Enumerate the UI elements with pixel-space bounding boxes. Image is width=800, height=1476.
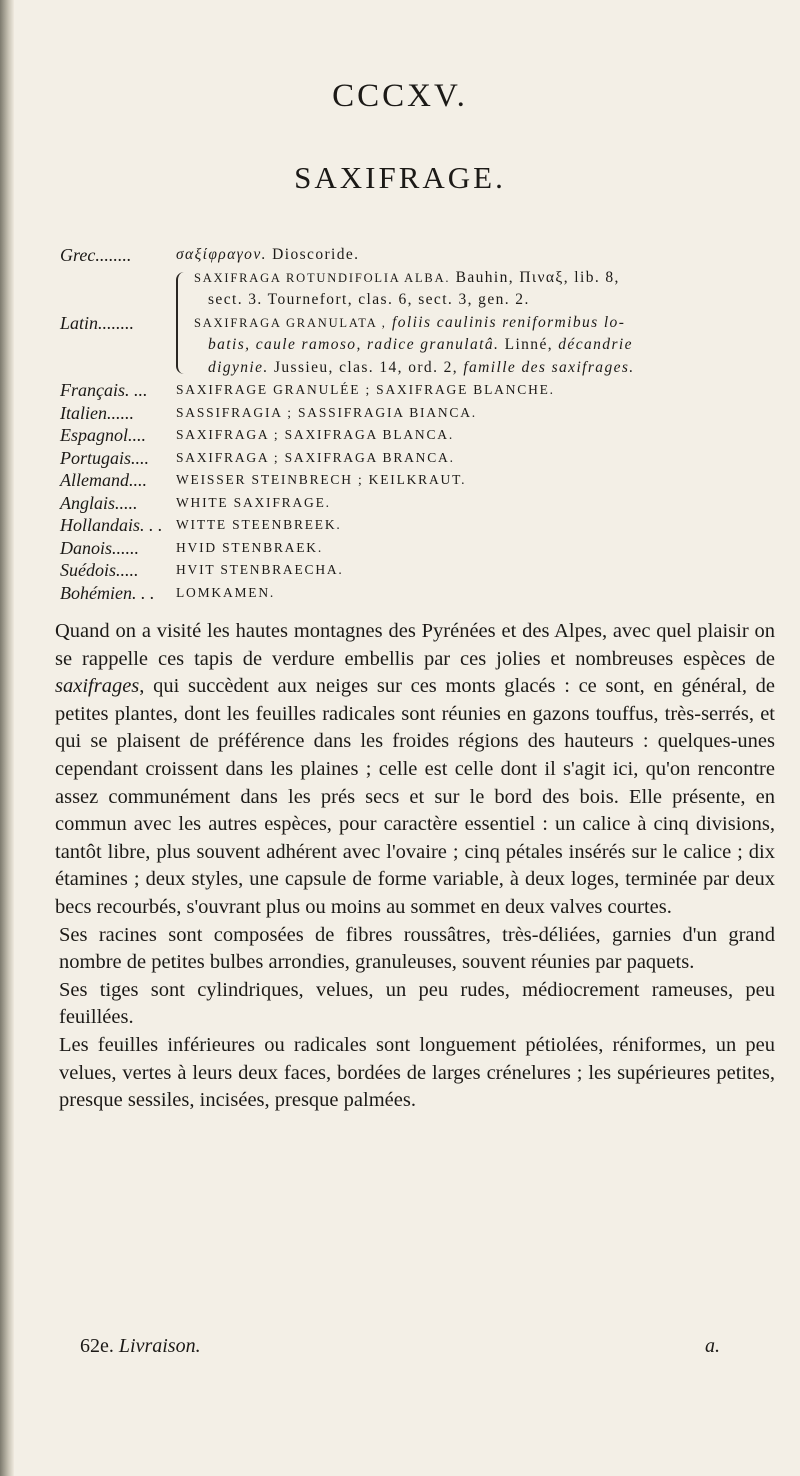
vernacular-name: SAXIFRAGA ; SAXIFRAGA BLANCA. [176, 427, 454, 442]
description-text [55, 618, 775, 1115]
latin-line-2: sect. 3. Tournefort, clas. 6, sect. 3, gen. 2. [208, 291, 530, 308]
latin-name: SAXIFRAGA GRANULATA , [194, 315, 387, 330]
description: foliis caulinis reniformibus lo- [386, 313, 626, 331]
vernacular-name: WITTE STEENBREEK. [176, 517, 342, 532]
language-label: Latin........ [60, 312, 135, 333]
latin-line-4 [194, 334, 635, 357]
paragraph-roots: Ses racines sont composées de fibres roussâtres, très-déliées, garnies d'un grand nombre de petites bulbes arrondies, granuleuses, souvent réunies par paquets. [59, 923, 775, 974]
name-row-latin [60, 267, 772, 380]
signature-mark: a. [705, 1335, 720, 1357]
chapter-number: CCCXV. [332, 78, 468, 114]
language-label: Italien...... [60, 402, 134, 423]
language-label: Allemand.... [60, 470, 147, 490]
issue-word: Livraison. [118, 1335, 201, 1357]
greek-name: σαξίφραγον. [176, 246, 267, 263]
language-label: Danois...... [60, 537, 140, 558]
other-language-names [60, 379, 772, 604]
vernacular-name: SASSIFRAGIA ; SASSIFRAGIA BIANCA. [176, 404, 477, 420]
latin-line-3 [194, 312, 635, 335]
language-label: Grec........ [60, 245, 132, 265]
name-row [60, 559, 772, 582]
text-span: Quand on a visité les hautes montagnes des Pyrénées et des Alpes, avec quel plaisir on se rappelle ces tapis de verdure embellis par ces jolies et nombreuses espèces de [55, 620, 775, 670]
language-label: Portugais.... [60, 447, 150, 468]
issue-number: 62e. [80, 1335, 114, 1357]
vernacular-name: LOMKAMEN. [176, 584, 276, 600]
name-row [60, 402, 772, 425]
brace-symbol [176, 272, 190, 375]
reference: Bauhin, Πιναξ, lib. 8, [450, 268, 620, 286]
language-label: Espagnol.... [60, 425, 147, 445]
page-footer [80, 1335, 720, 1358]
name-row [60, 514, 772, 537]
page-title: SAXIFRAGE. [294, 160, 506, 195]
name-value [176, 244, 359, 267]
issue-label [80, 1335, 201, 1358]
reference: Linné, [499, 336, 559, 353]
language-label: Bohémien. . . [60, 582, 155, 603]
latin-brace-group [176, 267, 635, 380]
vernacular-name: SAXIFRAGA ; SAXIFRAGA BRANCA. [176, 449, 455, 465]
reference: Dioscoride. [272, 246, 360, 263]
description: batis, caule ramoso, radice granulatâ. [208, 336, 500, 353]
vernacular-name: HVID STENBRAEK. [176, 539, 323, 555]
name-row [60, 379, 772, 402]
classification: décandrie [558, 336, 633, 353]
language-label: Suédois..... [60, 560, 139, 580]
language-label: Anglais..... [60, 492, 138, 513]
vernacular-name: SAXIFRAGE GRANULÉE ; SAXIFRAGE BLANCHE. [176, 382, 555, 397]
name-row [60, 537, 772, 560]
page-binding-edge [0, 0, 14, 1476]
paragraph-leaves: Les feuilles inférieures ou radicales sont longuement pétiolées, réniformes, un peu velues, vertes à leurs deux faces, bordées de larges crénelures ; les supérieures petites, presque sessiles, incisées, presque palmées. [59, 1033, 775, 1112]
name-row-grec [60, 244, 772, 267]
name-row [60, 424, 772, 447]
vernacular-names-list [60, 244, 772, 604]
family: famille des saxifrages. [463, 358, 635, 376]
name-row [60, 447, 772, 470]
paragraph-intro [55, 618, 775, 922]
latin-line-1 [194, 267, 635, 290]
emphasis: saxifrages [55, 675, 140, 698]
name-row [60, 469, 772, 492]
vernacular-name: WEISSER STEINBRECH ; KEILKRAUT. [176, 472, 467, 487]
paragraph-stems: Ses tiges sont cylindriques, velues, un peu rudes, médiocrement rameuses, peu feuillées. [59, 978, 775, 1029]
classification: digynie. [208, 358, 269, 376]
language-label: Français. ... [60, 380, 148, 400]
name-row [60, 582, 772, 605]
name-row [60, 492, 772, 515]
language-label: Hollandais. . . [60, 515, 163, 535]
latin-values [194, 267, 635, 380]
latin-name: SAXIFRAGA ROTUNDIFOLIA ALBA. [194, 270, 451, 285]
text-span: , qui succèdent aux neiges sur ces monts glacés : ce sont, en général, de petites plantes, dont les feuilles radicales sont réunies en gazons touffus, très-serrés, et qui se plaisent de préférence dans les froides régions des hauteurs : quelques-unes cependant croissent dans les plaines ; celle est celle dont il s'agit ici, qu'on rencontre assez communément dans les prés secs et sur le bord des bois. Elle présente, en commun avec les autres espèces, pour caractère essentiel : un calice à cinq divisions, tantôt libre, plus souvent adhérent avec l'ovaire ; cinq pétales insérés sur le calice ; dix étamines ; deux styles, une capsule de forme variable, à deux loges, terminée par deux becs recourbés, s'ouvrant plus ou moins au sommet en deux valves courtes. [55, 675, 775, 918]
vernacular-name: HVIT STENBRAECHA. [176, 562, 344, 577]
vernacular-name: WHITE SAXIFRAGE. [176, 494, 331, 510]
latin-line-5 [194, 357, 635, 380]
reference: Jussieu, clas. 14, ord. 2, [268, 358, 464, 376]
